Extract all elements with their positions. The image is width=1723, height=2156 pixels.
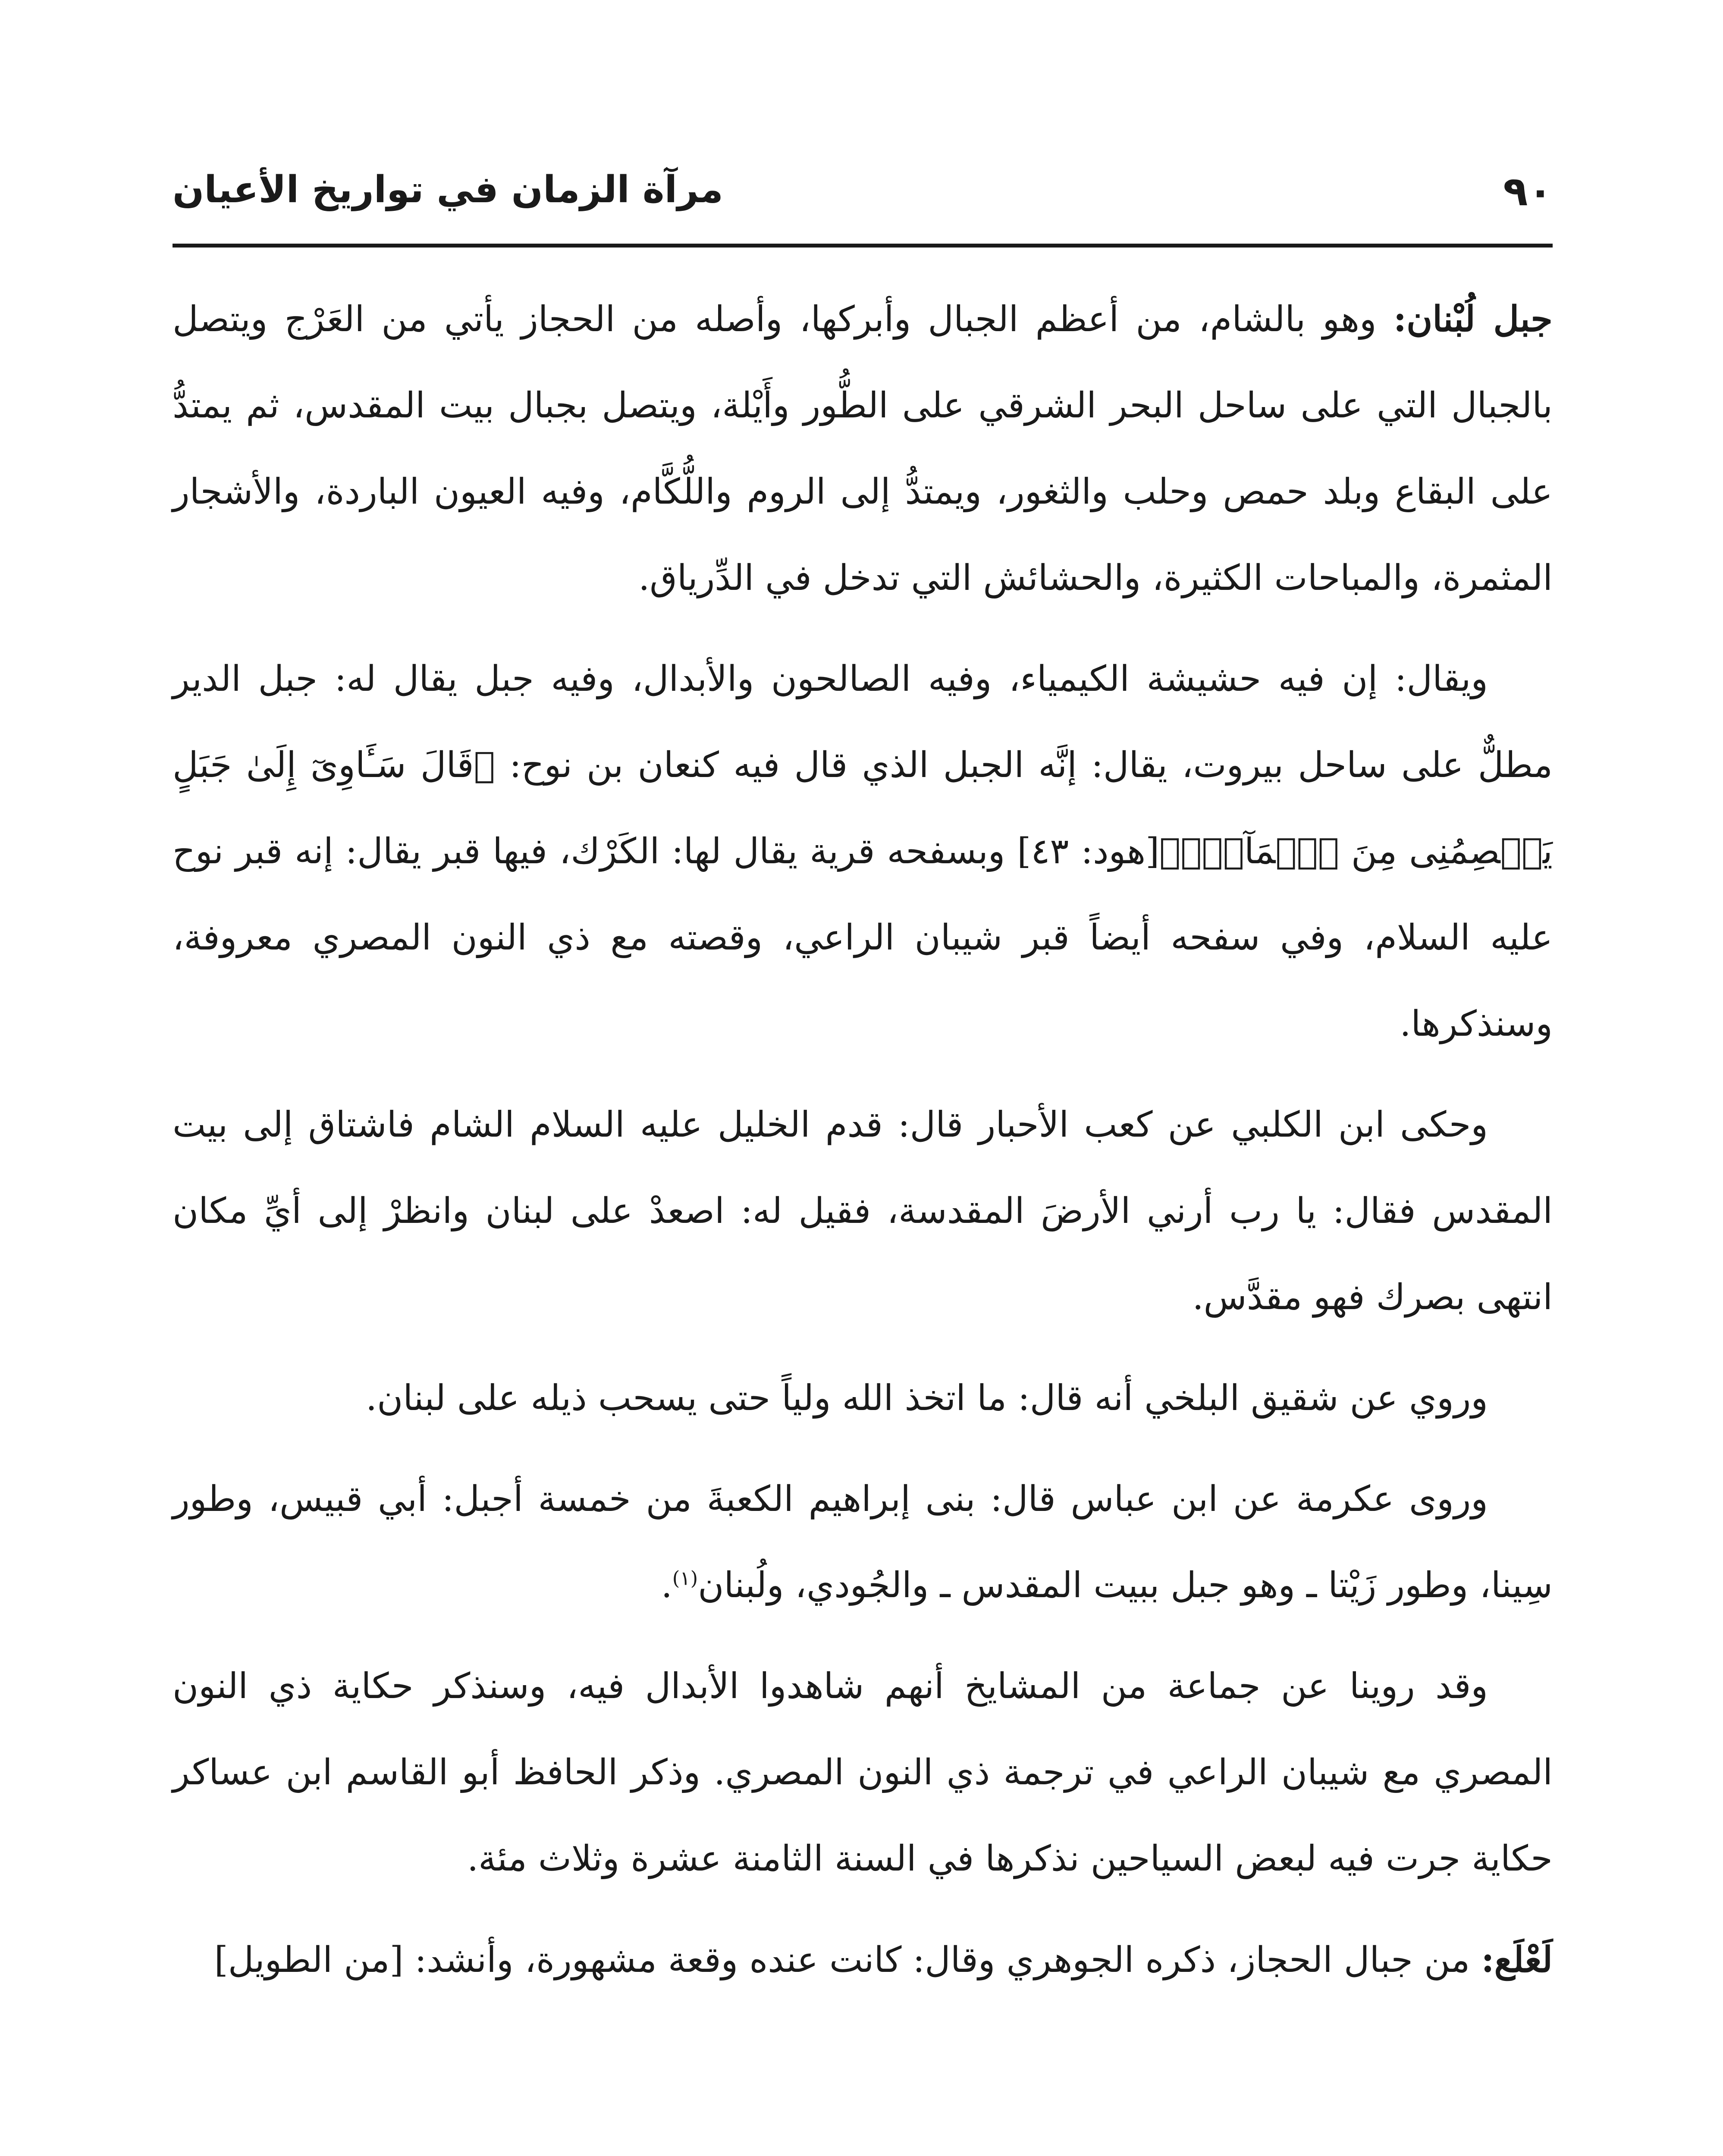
paragraph-ikrima-end: . <box>661 1565 672 1606</box>
footnote-ref-1[interactable]: (١) <box>672 1567 698 1590</box>
header-rule <box>173 244 1553 248</box>
paragraph-kimiya: ويقال: إن فيه حشيشة الكيمياء، وفيه الصالحون والأبدال، وفيه جبل يقال له: جبل الدير مطلٌّ على ساحل بيروت، يقال: إنَّه الجبل الذي قال فيه كنعان بن نوح: ﴿قَالَ سَـَٔاوِىٓ إِلَىٰ جَبَلٍ يَعۡصِمُنِى مِنَ ٱلۡمَآءِۚ﴾[هود: ٤٣] وبسفحه قرية يقال لها: الكَرْك، فيها قبر يقال: إنه قبر نوح عليه السلام، وفي سفحه أيضاً قبر شيبان الراعي، وقصته مع ذي النون المصري معروفة، وسنذكرها. <box>173 658 1553 1044</box>
paragraph-laala <box>173 1917 1553 2003</box>
paragraph-ibn-kalbi: وحكى ابن الكلبي عن كعب الأحبار قال: قدم الخليل عليه السلام الشام فاشتاق إلى بيت المقدس فقال: يا رب أرني الأرضَ المقدسة، فقيل له: اصعدْ على لبنان وانظرْ إلى أيِّ مكان انتهى بصرك فهو مقدَّس. <box>173 1104 1553 1318</box>
verse-hemistich-1 <box>1027 2145 1553 2156</box>
entry-text-laala: من جبال الحجاز، ذكره الجوهري وقال: كانت عنده وقعة مشهورة، وأنشد: [من الطويل] <box>214 1940 1481 1981</box>
entry-term-laala: لَعْلَع: <box>1481 1939 1553 1981</box>
running-title: مرآة الزمان في تواريخ الأعيان <box>173 168 723 211</box>
page-number: ٩٠ <box>1503 168 1553 215</box>
page-header <box>173 164 1553 241</box>
verse-hemistich-2 <box>173 2145 665 2156</box>
paragraph-abdal: وقد روينا عن جماعة من المشايخ أنهم شاهدوا الأبدال فيه، وسنذكر حكاية ذي النون المصري مع شيبان الراعي في ترجمة ذي النون المصري. وذكر الحافظ أبو القاسم ابن عساكر حكاية جرت فيه لبعض السياحين نذكرها في السنة الثامنة عشرة وثلاث مئة. <box>173 1666 1553 1879</box>
poetry-verse <box>173 2145 1553 2156</box>
paragraph-shaqiq: وروي عن شقيق البلخي أنه قال: ما اتخذ الله ولياً حتى يسحب ذيله على لبنان. <box>366 1378 1488 1419</box>
entry-text-lebanon: وهو بالشام، من أعظم الجبال وأبركها، وأصله من الحجاز يأتي من العَرْج ويتصل بالجبال التي على ساحل البحر الشرقي على الطُّور وأَيْلة، ويتصل بجبال بيت المقدس، ثم يمتدُّ على البقاع وبلد حمص وحلب والثغور، ويمتدُّ إلى الروم واللُّكَّام، وفيه العيون الباردة، والأشجار المثمرة، والمباحات الكثيرة، والحشائش التي تدخل في الدِّرياق. <box>173 299 1553 599</box>
paragraph-mount-lebanon <box>173 276 1553 621</box>
paragraph-ikrima-text: وروى عكرمة عن ابن عباس قال: بنى إبراهيم الكعبةَ من خمسة أجبل: أبي قبيس، وطور سِينا، وطور زَيْتا ـ وهو جبل ببيت المقدس ـ والجُودي، ولُبنان <box>173 1479 1553 1606</box>
paragraph-ikrima <box>173 1456 1553 1629</box>
body-text <box>173 276 1553 2018</box>
entry-term-lebanon: جبل لُبْنان: <box>1393 298 1553 340</box>
